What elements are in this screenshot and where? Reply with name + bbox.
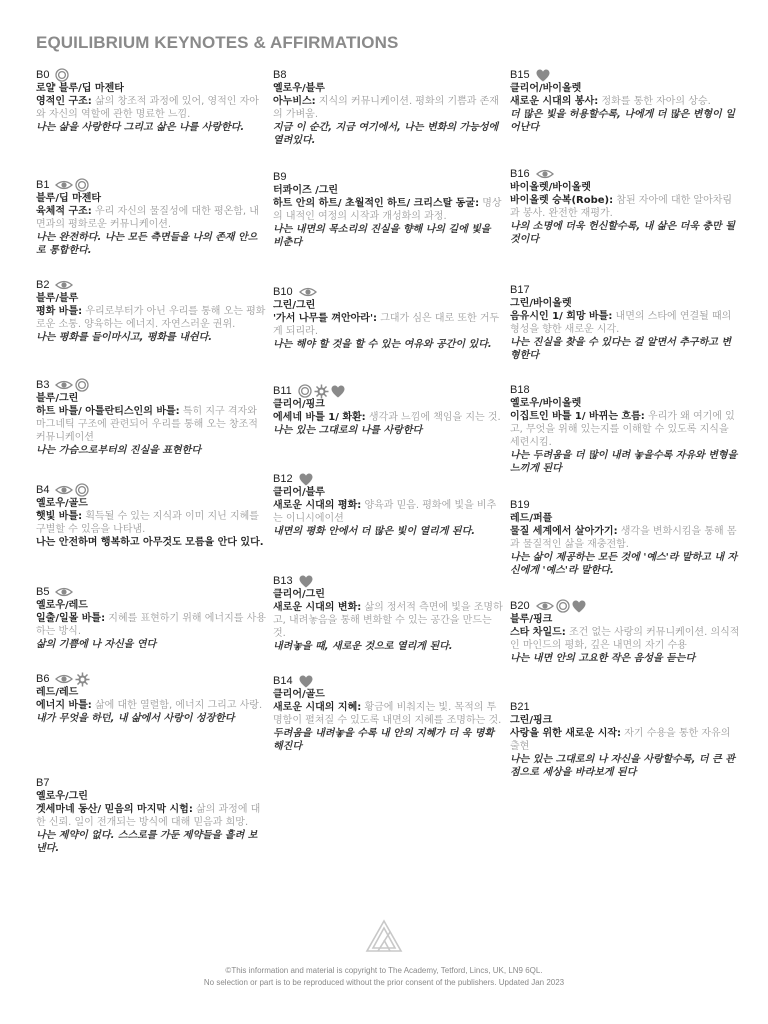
bottle-code: B5	[36, 586, 50, 598]
bottle-desc-text: 획득될 수 있는 지식과 이미 지닌 지혜를 구별할 수 있음을 나타냄.	[36, 511, 259, 535]
heart-icon	[299, 473, 313, 486]
entry-header	[273, 674, 503, 688]
ring-icon	[75, 483, 89, 497]
bottle-code: B19	[510, 499, 530, 511]
entry-header	[273, 574, 503, 588]
bottle-colors: 옐로우/골드	[36, 498, 88, 509]
bottle-description	[510, 626, 740, 652]
bottle-colors: 바이올렛/바이올렛	[510, 182, 591, 193]
bottle-name: 새로운 시대의 지혜:	[273, 702, 362, 713]
symbol-icons	[536, 599, 586, 613]
ring-icon	[298, 384, 312, 398]
bottle-colors: 레드/레드	[36, 687, 79, 698]
bottle-colors: 옐로우/블루	[273, 83, 325, 94]
heart-icon	[572, 600, 586, 613]
affirmation: 나는 삶을 사랑한다 그리고 삶은 나를 사랑한다.	[36, 122, 245, 133]
bottle-colors: 터콰이즈 /그린	[273, 185, 339, 196]
bottle-description	[273, 499, 503, 525]
bottle-code: B17	[510, 284, 530, 296]
keynote-entry	[510, 498, 740, 577]
bottle-desc-text: 우리 자신의 물질성에 대한 평온함, 내면과의 평화로운 커뮤니케이션.	[36, 206, 259, 230]
bottle-desc-text: 삶에 대한 열렬함, 에너지 그리고 사랑.	[94, 700, 263, 711]
bottle-desc-text: 정화를 통한 자아의 상승.	[601, 96, 711, 107]
bottle-colors: 클리어/그린	[273, 589, 325, 600]
affirmation: 나의 소명에 더욱 헌신할수록, 내 삶은 더욱 충만 될 것이다	[510, 221, 735, 245]
bottle-code: B13	[273, 575, 293, 587]
symbol-icons	[299, 675, 313, 688]
bottle-description	[36, 205, 266, 231]
bottle-desc-text: 지식의 커뮤니케이션. 평화의 기쁨과 존재의 가벼움.	[273, 96, 499, 120]
entry-header	[510, 283, 740, 297]
bottle-code: B8	[273, 69, 287, 81]
bottle-colors: 클리어/핑크	[273, 399, 325, 410]
affirmation: 나는 가슴으로부터의 진실을 표현한다	[36, 445, 202, 456]
symbol-icons	[55, 672, 90, 687]
keynote-entry	[36, 278, 266, 344]
symbol-icons	[536, 69, 550, 82]
entry-header	[273, 285, 503, 299]
entry-header	[510, 167, 740, 181]
eye-icon	[55, 379, 73, 391]
bottle-desc-text: 생각과 느낌에 책임을 지는 것.	[368, 412, 501, 423]
affirmation: 나는 삶이 제공하는 모든 것에 '예스'라 말하고 내 자신에게 '예스'라 말한다.	[510, 552, 738, 576]
bottle-desc-text: 그대가 심은 대로 또한 거두게 되리라.	[273, 313, 500, 337]
sun-icon	[75, 672, 90, 687]
bottle-colors: 그린/바이올렛	[510, 298, 572, 309]
affirmation: 나는 완전하다. 나는 모든 측면들을 나의 존재 안으로 통합한다.	[36, 232, 258, 256]
bottle-colors: 블루/핑크	[510, 614, 553, 625]
entry-header	[510, 700, 740, 714]
bottle-description	[273, 701, 503, 727]
keynote-entry	[36, 672, 266, 725]
keynote-entry	[510, 167, 740, 246]
bottle-description	[36, 405, 266, 444]
bottle-colors: 옐로우/바이올렛	[510, 398, 582, 409]
sun-icon	[314, 384, 329, 399]
bottle-desc-text: 삶의 정서적 측면에 빛을 조명하고, 내려놓음을 통해 변화할 수 있는 공간을 만드는 것.	[273, 602, 503, 639]
bottle-code: B12	[273, 473, 293, 485]
footer-copyright: ©This information and material is copyright to The Academy, Tetford, Lincs, UK, LN9 6QL.	[225, 966, 543, 975]
bottle-desc-text: 내면의 스타에 연결될 때의 형성을 향한 새로운 시각.	[510, 311, 732, 335]
bottle-name: '가서 나무를 껴안아라':	[273, 313, 378, 324]
affirmation: 나는 평화를 들이마시고, 평화를 내쉰다.	[36, 332, 213, 343]
bottle-description	[510, 310, 740, 336]
eye-icon	[536, 600, 554, 612]
entry-header	[510, 383, 740, 397]
bottle-code: B11	[273, 385, 292, 397]
affirmation: 나는 있는 그대로의 나를 사랑한다	[273, 425, 423, 436]
keynote-entry	[36, 585, 266, 651]
bottle-name: 이집트인 바틀 1/ 바뀌는 흐름:	[510, 411, 645, 422]
keynote-entry	[273, 674, 503, 753]
symbol-icons	[55, 178, 89, 192]
bottle-description	[36, 510, 266, 536]
bottle-description	[273, 312, 503, 338]
symbol-icons	[536, 168, 554, 180]
bottle-code: B10	[273, 286, 293, 298]
bottle-colors: 레드/퍼플	[510, 513, 553, 524]
bottle-desc-text: 명상의 내적인 여정의 시작과 개성화의 과정.	[273, 198, 502, 222]
eye-icon	[55, 484, 73, 496]
symbol-icons	[55, 279, 73, 291]
bottle-name: 음유시인 1/ 희망 바틀:	[510, 311, 613, 322]
bottle-desc-text: 삶의 창조적 과정에 있어, 영적인 자아와 자신의 역할에 관한 명료한 느낌.	[36, 96, 259, 120]
bottle-description	[36, 699, 266, 712]
symbol-icons	[298, 384, 345, 399]
heart-icon	[331, 385, 345, 398]
keynote-entry	[273, 285, 503, 351]
bottle-description	[36, 612, 266, 638]
symbol-icons	[55, 378, 89, 392]
entry-header	[36, 68, 266, 82]
bottle-name: 영적인 구조:	[36, 96, 92, 107]
bottle-description	[273, 411, 503, 424]
bottle-description	[510, 194, 740, 220]
bottle-code: B6	[36, 673, 50, 685]
affirmation: 나는 해야 할 것을 할 수 있는 여유와 공간이 있다.	[273, 339, 492, 350]
bottle-name: 새로운 시대의 평화:	[273, 500, 362, 511]
bottle-code: B1	[36, 179, 50, 191]
keynote-entry	[273, 472, 503, 538]
keynote-entry	[273, 574, 503, 653]
entry-header	[510, 68, 740, 82]
bottle-code: B9	[273, 171, 287, 183]
bottle-description	[273, 197, 503, 223]
entry-header	[273, 472, 503, 486]
bottle-colors: 클리어/골드	[273, 689, 325, 700]
bottle-desc-text: 생각을 변화시킴을 통해 몸과 물질적인 삶을 재충전함.	[510, 526, 737, 550]
bottle-colors: 옐로우/레드	[36, 600, 88, 611]
symbol-icons	[299, 575, 313, 588]
bottle-name: 겟세마네 동산/ 믿음의 마지막 시험:	[36, 804, 193, 815]
entry-header	[36, 672, 266, 686]
affirmation: 나는 있는 그대로의 나 자신을 사랑할수록, 더 큰 관점으로 세상을 바라보게 된다	[510, 754, 735, 778]
bottle-name: 아누비스:	[273, 96, 316, 107]
bottle-desc-text: 조건 없는 사랑의 커뮤니케이션. 의식적인 마인드의 평화, 깊은 내면의 자기 수용	[510, 627, 740, 651]
bottle-code: B15	[510, 69, 530, 81]
entry-header	[36, 378, 266, 392]
academy-logo-icon	[364, 918, 404, 958]
bottle-name: 에세네 바틀 1/ 화환:	[273, 412, 366, 423]
entry-header	[273, 384, 503, 398]
ring-icon	[75, 378, 89, 392]
entry-header	[510, 599, 740, 613]
heart-icon	[299, 575, 313, 588]
bottle-name: 새로운 시대의 변화:	[273, 602, 362, 613]
keynote-entry	[510, 283, 740, 362]
bottle-colors: 블루/블루	[36, 293, 79, 304]
symbol-icons	[55, 483, 89, 497]
bottle-desc-text: 황금에 비춰지는 빛. 목적의 투명함이 펼쳐질 수 있도록 내면의 지혜를 조명하는 것.	[273, 702, 502, 726]
keynote-entry	[273, 68, 503, 147]
bottle-colors: 그린/핑크	[510, 715, 553, 726]
bottle-name: 새로운 시대의 봉사:	[510, 96, 599, 107]
bottle-description	[273, 95, 503, 121]
bottle-code: B21	[510, 701, 530, 713]
keynote-entry	[36, 68, 266, 134]
affirmation: 내면의 평화 안에서 더 많은 빛이 열리게 된다.	[273, 526, 476, 537]
bottle-name: 하트 안의 하트/ 초월적인 하트/ 크리스탈 동굴:	[273, 198, 480, 209]
bottle-name: 일출/일몰 바틀:	[36, 613, 106, 624]
entry-header	[36, 585, 266, 599]
eye-icon	[55, 279, 73, 291]
bottle-description	[36, 95, 266, 121]
bottle-code: B2	[36, 279, 50, 291]
entry-header	[36, 483, 266, 497]
bottle-colors: 그린/그린	[273, 300, 316, 311]
bottle-desc-text: 지혜를 표현하기 위해 에너지를 사용하는 방식.	[36, 613, 266, 637]
bottle-colors: 옐로우/그린	[36, 791, 88, 802]
keynote-entry	[36, 178, 266, 257]
eye-icon	[536, 168, 554, 180]
bottle-description	[510, 727, 740, 753]
affirmation: 나는 안전하며 행복하고 아무것도 모름을 안다 있다.	[36, 537, 264, 548]
bottle-desc-text: 참된 자아에 대한 알아차림과 봉사. 완전한 재평가.	[510, 195, 733, 219]
bottle-colors: 클리어/블루	[273, 487, 325, 498]
bottle-name: 에너지 바틀:	[36, 700, 92, 711]
keynote-entry	[510, 599, 740, 665]
bottle-name: 햇빛 바틀:	[36, 511, 83, 522]
bottle-code: B3	[36, 379, 50, 391]
affirmation: 내가 무엇을 하던, 내 삶에서 사랑이 성장한다	[36, 713, 235, 724]
ring-icon	[556, 599, 570, 613]
entry-header	[273, 170, 503, 184]
entry-header	[273, 68, 503, 82]
bottle-desc-text: 우리가 왜 여기에 있고, 무엇을 위해 있는지를 이해할 수 있도록 지식을 세련시킴.	[510, 411, 735, 448]
entry-header	[36, 776, 266, 790]
bottle-name: 스타 차일드:	[510, 627, 566, 638]
bottle-name: 평화 바틀:	[36, 306, 83, 317]
bottle-description	[273, 601, 503, 640]
affirmation: 더 많은 빛을 허용할수록, 나에게 더 많은 변형이 일어난다	[510, 109, 735, 133]
bottle-colors: 블루/그린	[36, 393, 79, 404]
keynote-entry	[36, 483, 266, 549]
bottle-description	[510, 95, 740, 108]
ring-icon	[75, 178, 89, 192]
bottle-colors: 블루/딥 마젠타	[36, 193, 102, 204]
entry-header	[36, 278, 266, 292]
symbol-icons	[55, 68, 69, 82]
bottle-name: 하트 바틀/ 아틀란티스인의 바틀:	[36, 406, 180, 417]
eye-icon	[55, 586, 73, 598]
footer-notice: No selection or part is to be reproduced without the prior consent of the publishers. Updated Jan 2023	[203, 978, 565, 987]
bottle-description	[510, 410, 740, 449]
eye-icon	[55, 179, 73, 191]
eye-icon	[55, 673, 73, 685]
bottle-colors: 클리어/바이올렛	[510, 83, 582, 94]
affirmation: 나는 내면 안의 고요한 작은 음성을 듣는다	[510, 653, 696, 664]
bottle-code: B4	[36, 484, 50, 496]
bottle-desc-text: 삶의 과정에 대한 신뢰. 일이 전개되는 방식에 대해 믿음과 희망.	[36, 804, 261, 828]
page-title: EQUILIBRIUM KEYNOTES & AFFIRMATIONS	[36, 33, 399, 52]
entry-header	[510, 498, 740, 512]
bottle-code: B0	[36, 69, 50, 81]
bottle-colors: 로얄 블루/딥 마젠타	[36, 83, 124, 94]
affirmation: 나는 제약이 없다. 스스로를 가둔 제약들을 흘려 보낸다.	[36, 830, 258, 854]
bottle-desc-text: 특히 지구 격자와 마그네틱 구조에 관련되어 우리를 통해 오는 창조적 커뮤니케이션	[36, 406, 258, 443]
keynote-entry	[510, 383, 740, 475]
bottle-description	[36, 803, 266, 829]
bottle-code: B20	[510, 600, 530, 612]
symbol-icons	[299, 473, 313, 486]
bottle-name: 사랑을 위한 새로운 시작:	[510, 728, 622, 739]
symbol-icons	[299, 286, 317, 298]
bottle-desc-text: 자기 수용을 통한 자유의 출현	[510, 728, 731, 752]
affirmation: 나는 진실을 찾을 수 있다는 걸 알면서 추구하고 변형한다	[510, 337, 732, 361]
keynote-entry	[36, 776, 266, 855]
affirmation: 내려놓을 때, 새로운 것으로 열리게 된다.	[273, 641, 453, 652]
keynote-entry	[273, 384, 503, 437]
keynote-entry	[273, 170, 503, 249]
heart-icon	[536, 69, 550, 82]
eye-icon	[299, 286, 317, 298]
bottle-description	[510, 525, 740, 551]
bottle-desc-text: 우리로부터가 아닌 우리를 통해 오는 평화로운 소통. 양육하는 에너지. 자연스러운 권위.	[36, 306, 266, 330]
bottle-code: B18	[510, 384, 530, 396]
bottle-desc-text: 양육과 믿음. 평화에 빛을 비추는 이니시에이션	[273, 500, 497, 524]
keynote-entry	[36, 378, 266, 457]
bottle-code: B16	[510, 168, 530, 180]
bottle-name: 물질 세계에서 살아가기:	[510, 526, 618, 537]
bottle-description	[36, 305, 266, 331]
keynote-entry	[510, 68, 740, 134]
keynote-entry	[510, 700, 740, 779]
affirmation: 지금 이 순간, 지금 여기에서, 나는 변화의 가능성에 열려있다.	[273, 122, 499, 146]
affirmation: 나는 두려움을 더 많이 내려 놓을수록 자유와 변형을 느끼게 된다	[510, 450, 738, 474]
symbol-icons	[55, 586, 73, 598]
affirmation: 두려움을 내려놓을 수록 내 안의 지혜가 더 욱 명확 해진다	[273, 728, 495, 752]
affirmation: 삶의 기쁨에 나 자신을 연다	[36, 639, 157, 650]
entry-header	[36, 178, 266, 192]
heart-icon	[299, 675, 313, 688]
ring-icon	[55, 68, 69, 82]
affirmation: 나는 내면의 목소리의 진실을 향해 나의 길에 빛을 비춘다	[273, 224, 491, 248]
bottle-name: 바이올렛 승복(Robe):	[510, 195, 614, 206]
bottle-code: B14	[273, 675, 293, 687]
bottle-name: 육체적 구조:	[36, 206, 92, 217]
bottle-code: B7	[36, 777, 50, 789]
